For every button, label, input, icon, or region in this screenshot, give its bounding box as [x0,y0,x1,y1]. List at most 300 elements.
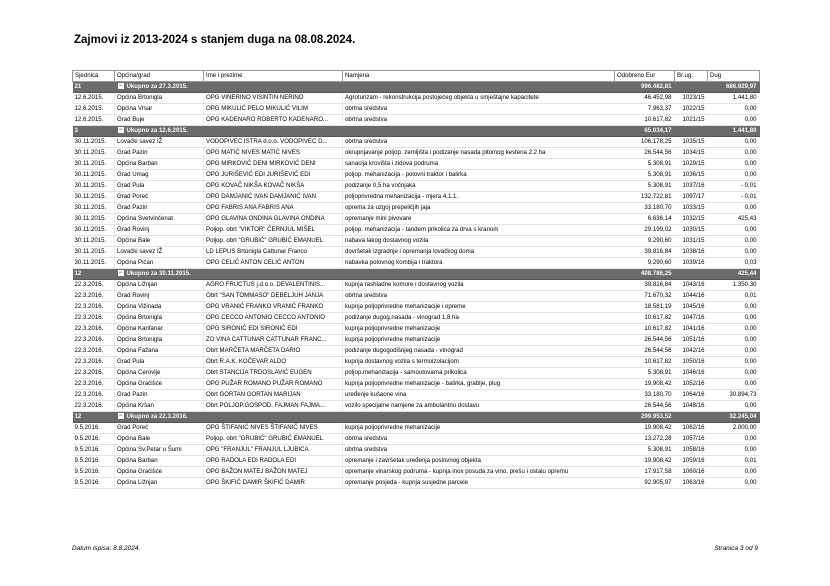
cell-namjena: uređenje kušaone vina [343,390,615,401]
group-empty-cell [675,412,708,423]
cell-ime: Poljop. obrt "GRUBIĆ" GRUBIĆ EMANUEL [204,236,343,247]
cell-date: 9.5.2016. [73,478,115,489]
group-label [115,82,615,93]
cell-opcina: Grad Rovinj [115,291,204,302]
cell-date: 22.3.2016. [73,379,115,390]
cell-dug: 0,00 [708,313,760,324]
cell-opcina: Općina Sv.Petar u Šumi [115,445,204,456]
cell-brug: 1021/15 [675,115,708,126]
cell-ime: Obrt MARČETA MARČETA DARIO [204,346,343,357]
cell-namjena: obrtna sredstva [343,445,615,456]
cell-namjena: obrtna sredstva [343,104,615,115]
group-label [115,269,615,280]
group-label [115,412,615,423]
cell-namjena: obrtna sredstva [343,291,615,302]
cell-dug: 0,03 [708,258,760,269]
cell-dug: 0,00 [708,401,760,412]
cell-dug: 0,00 [708,357,760,368]
table-row [73,335,760,346]
cell-odobreno: 106.178,25 [615,137,675,148]
cell-dug: 0,00 [708,467,760,478]
group-session: 3 [73,126,115,137]
cell-opcina: Općina Gračišće [115,379,204,390]
cell-brug: 1043/16 [675,280,708,291]
cell-opcina: Općina Gračišće [115,467,204,478]
cell-namjena: obrtna sredstva [343,137,615,148]
cell-date: 30.11.2015. [73,192,115,203]
cell-odobreno: 7.963,37 [615,104,675,115]
cell-ime: OPG VINERINO VISINTIN NERINO [204,93,343,104]
cell-ime: OPG KOVAČ NIKŠA KOVAČ NIKŠA [204,181,343,192]
cell-ime: OPG PUŽAR ROMANO PUŽAR ROMANO [204,379,343,390]
cell-date: 30.11.2015. [73,181,115,192]
cell-ime: OPG DAMJANIĆ IVAN DAMJANIĆ IVAN [204,192,343,203]
group-total-debt: 1.441,80 [708,126,760,137]
cell-ime: ZO VINA CATTUNAR CATTUNAR FRANC... [204,335,343,346]
cell-date: 9.5.2016. [73,445,115,456]
cell-opcina: Grad Poreč [115,192,204,203]
cell-dug: 1.441,80 [708,93,760,104]
cell-opcina: Grad Pazin [115,390,204,401]
group-session: 21 [73,82,115,93]
column-header-namjena: Namjena [343,71,615,82]
cell-opcina: Grad Rovinj [115,225,204,236]
cell-odobreno: 18.581,19 [615,302,675,313]
group-total-debt: 425,44 [708,269,760,280]
cell-dug: 2.000,00 [708,423,760,434]
cell-opcina: Općina Vrsar [115,104,204,115]
cell-brug: 1032/15 [675,214,708,225]
cell-dug: 0,00 [708,104,760,115]
cell-opcina: Općina Svetvinčenat [115,214,204,225]
cell-brug: 1037/16 [675,181,708,192]
cell-odobreno: 33.180,70 [615,203,675,214]
cell-opcina: Općina Barban [115,456,204,467]
table-row [73,181,760,192]
cell-ime: Obrt POLJOP.GOSPOD. FAJMAN FAJMA... [204,401,343,412]
cell-dug: 0,01 [708,456,760,467]
table-row [73,137,760,148]
cell-odobreno: 10.617,82 [615,357,675,368]
table-row [73,324,760,335]
cell-date: 9.5.2016. [73,423,115,434]
table-row [73,170,760,181]
cell-brug: 1033/15 [675,203,708,214]
cell-dug: 0,00 [708,137,760,148]
cell-dug: 0,00 [708,445,760,456]
column-header-date: Sjednica [73,71,115,82]
group-label [115,126,615,137]
cell-brug: 1031/15 [675,236,708,247]
cell-ime: Obrt "SAN TOMMASO" DEBELJUH JANJA [204,291,343,302]
table-row [73,258,760,269]
cell-opcina: Općina Cerovlje [115,368,204,379]
cell-ime: Poljop. obrt "VIKTOR" ČERNJUL MIŠEL [204,225,343,236]
cell-opcina: Lovački savez IŽ [115,137,204,148]
cell-opcina: Općina Brtonigla [115,93,204,104]
cell-date: 22.3.2016. [73,291,115,302]
cell-dug: 0,00 [708,203,760,214]
table-row [73,445,760,456]
cell-namjena: kupnja rashladne komore i dostavnog vozila [343,280,615,291]
cell-date: 30.11.2015. [73,159,115,170]
cell-date: 30.11.2015. [73,225,115,236]
cell-odobreno: 6.636,14 [615,214,675,225]
cell-brug: 1042/16 [675,346,708,357]
cell-brug: 1064/16 [675,390,708,401]
cell-ime: OPG "FRANJUL" FRANJUL LJUBICA [204,445,343,456]
cell-odobreno: 9.290,60 [615,258,675,269]
cell-dug: 0,00 [708,335,760,346]
cell-namjena: sanacija krovišta i zidova podruma [343,159,615,170]
minus-box-icon[interactable]: − [118,127,123,134]
cell-namjena: kupnja poljoprivredne mehanizacije - balirka, grablje, plug [343,379,615,390]
cell-brug: 1059/16 [675,456,708,467]
cell-opcina: Općina Vižinada [115,302,204,313]
cell-opcina: Općina Fažana [115,346,204,357]
cell-date: 30.11.2015. [73,148,115,159]
cell-ime: OPG MIKULIĆ PELO MIKULIĆ VILIM [204,104,343,115]
table-row [73,302,760,313]
cell-dug: 30.894,73 [708,390,760,401]
cell-odobreno: 19.908,42 [615,423,675,434]
table-row [73,346,760,357]
cell-opcina: Općina Bale [115,236,204,247]
cell-date: 22.3.2016. [73,313,115,324]
cell-opcina: Grad Umag [115,170,204,181]
cell-brug: 1029/15 [675,159,708,170]
table-row [73,368,760,379]
column-header-odobreno: Odobreno Eur [615,71,675,82]
cell-odobreno: 17.917,58 [615,467,675,478]
cell-odobreno: 5.308,91 [615,159,675,170]
table-row [73,313,760,324]
cell-ime: OPG KADENARO ROBERTO KADENARO... [204,115,343,126]
cell-brug: 1051/16 [675,335,708,346]
cell-ime: AGRO FRUCTUS j.d.o.o. DEVALENTINIS... [204,280,343,291]
cell-namjena: obrtna sredstva [343,434,615,445]
cell-brug: 1023/15 [675,93,708,104]
table-row [73,225,760,236]
group-session: 12 [73,412,115,423]
print-date: Datum ispisa: 8.8.2024. [72,545,141,552]
cell-dug: 0,00 [708,302,760,313]
cell-brug: 1063/16 [675,478,708,489]
cell-ime: OPG CELIĆ ANTON CELIĆ ANTON [204,258,343,269]
cell-opcina: Općina Brtonigla [115,335,204,346]
cell-dug: 0,00 [708,148,760,159]
cell-opcina: Općina Kanfanar [115,324,204,335]
cell-brug: 1058/16 [675,445,708,456]
cell-date: 30.11.2015. [73,214,115,225]
cell-opcina: Grad Poreč [115,423,204,434]
minus-box-icon[interactable]: − [118,413,123,420]
cell-opcina: Grad Pula [115,357,204,368]
cell-brug: 1097/17 [675,192,708,203]
cell-date: 22.3.2016. [73,324,115,335]
group-total-approved: 996.482,81 [615,82,675,93]
table-row [73,148,760,159]
cell-odobreno: 26.544,56 [615,401,675,412]
group-total-approved: 408.786,25 [615,269,675,280]
cell-date: 22.3.2016. [73,357,115,368]
group-empty-cell [675,126,708,137]
cell-ime: OPG GLAVINA ONDINA GLAVINA ONDINA [204,214,343,225]
cell-odobreno: 5.308,91 [615,445,675,456]
cell-namjena: poljop.mehanizacija - samoutovarna prikolica [343,368,615,379]
cell-date: 30.11.2015. [73,247,115,258]
group-label-text: Ukupno za 12.6.2015. [126,127,188,134]
cell-brug: 1048/16 [675,401,708,412]
column-header-ime: Ime i prezime [204,71,343,82]
cell-brug: 1030/15 [675,225,708,236]
cell-date: 22.3.2016. [73,302,115,313]
cell-dug: 0,00 [708,368,760,379]
cell-dug: 1.350,30 [708,280,760,291]
cell-ime: LD LEPUS Brtonigla Cattunar Franco [204,247,343,258]
table-row [73,93,760,104]
cell-namjena: nabavka polovnog kombija i traktora [343,258,615,269]
group-total-approved: 65.034,17 [615,126,675,137]
cell-dug: 0,00 [708,225,760,236]
loans-table-body [73,71,760,489]
cell-brug: 1044/16 [675,291,708,302]
cell-ime: OPG SIRONIĆ EDI SIRONIĆ EDI [204,324,343,335]
cell-brug: 1050/16 [675,357,708,368]
cell-opcina: Grad Buje [115,115,204,126]
cell-date: 12.6.2015. [73,115,115,126]
group-label-text: Ukupno za 27.3.2015. [126,83,188,90]
cell-namjena: oprema za uzgoj prepeličjih jaja [343,203,615,214]
cell-namjena: poljop. mehanizacija - tandem prikolica za drva s kranom [343,225,615,236]
minus-box-icon[interactable]: − [118,270,123,277]
cell-namjena: opremanje posjeda - kupnja susjedne parcele [343,478,615,489]
cell-ime: OPG VRANIĆ FRANKO VRANIĆ FRANKO [204,302,343,313]
table-row [73,390,760,401]
group-label-text: Ukupno za 30.11.2015. [126,270,191,277]
cell-namjena: vozilo specijalne namjene za ambulantnu dostavu [343,401,615,412]
cell-date: 9.5.2016. [73,456,115,467]
cell-odobreno: 26.544,56 [615,148,675,159]
cell-brug: 1046/16 [675,368,708,379]
cell-ime: OPG RADOLA EDI RADOLA EDI [204,456,343,467]
cell-ime: Obrt GORTAN GORTAN MARIJAN [204,390,343,401]
cell-date: 30.11.2015. [73,170,115,181]
table-row [73,214,760,225]
cell-namjena: Agroturizam - rekonstrukcija postojećeg objekta u smještajne kapacitete [343,93,615,104]
cell-ime: OPG MATIĆ NIVES MATIĆ NIVES [204,148,343,159]
column-header-dug: Dug [708,71,760,82]
group-total-debt: 686.929,97 [708,82,760,93]
cell-brug: 1057/16 [675,434,708,445]
cell-date: 22.3.2016. [73,335,115,346]
group-empty-cell [675,269,708,280]
cell-ime: OPG ŠKIFIĆ DAMIR ŠKIFIĆ DAMIR [204,478,343,489]
cell-odobreno: 39.816,84 [615,247,675,258]
cell-date: 22.3.2016. [73,368,115,379]
cell-namjena: podizanje 0,5 ha vočnjaka [343,181,615,192]
cell-dug: 0,00 [708,379,760,390]
table-row [73,247,760,258]
cell-dug: 0,00 [708,115,760,126]
cell-dug: - 0,01 [708,192,760,203]
table-row [73,434,760,445]
table-row [73,379,760,390]
cell-brug: 1041/16 [675,324,708,335]
cell-odobreno: 26.544,56 [615,346,675,357]
cell-odobreno: 19.908,42 [615,456,675,467]
cell-date: 22.3.2016. [73,401,115,412]
group-label-text: Ukupno za 22.3.2016. [126,413,188,420]
table-row [73,423,760,434]
cell-namjena: nabava lakog dostavnog vozila [343,236,615,247]
cell-dug: 0,00 [708,478,760,489]
cell-brug: 1047/16 [675,313,708,324]
group-total-row[interactable] [73,82,760,93]
cell-opcina: Općina Ližnjan [115,280,204,291]
table-row [73,280,760,291]
cell-date: 30.11.2015. [73,137,115,148]
cell-dug: 425,43 [708,214,760,225]
table-row [73,291,760,302]
cell-brug: 1062/16 [675,423,708,434]
cell-odobreno: 5.308,91 [615,170,675,181]
cell-dug: 0,00 [708,434,760,445]
cell-namjena: podizanje dugog.nasada - vinograd 1,8 ha [343,313,615,324]
cell-brug: 1036/15 [675,170,708,181]
cell-date: 22.3.2016. [73,280,115,291]
cell-dug: 0,01 [708,291,760,302]
table-row [73,236,760,247]
cell-namjena: kupnja poljoprivredne mehanizacije i opreme [343,302,615,313]
cell-ime: OPG JURIŠEVIĆ EDI JURIŠEVIĆ EDI [204,170,343,181]
cell-dug: 0,00 [708,236,760,247]
cell-namjena: dovršetak izgradnje i opremanja lovačkog doma [343,247,615,258]
cell-namjena: opremanje mini pivovare [343,214,615,225]
table-row [73,104,760,115]
cell-dug: 0,00 [708,170,760,181]
cell-odobreno: 10.617,82 [615,313,675,324]
cell-opcina: Općina Barban [115,159,204,170]
cell-ime: OPG BAŽON MATEJ BAŽON MATEJ [204,467,343,478]
cell-odobreno: 29.199,02 [615,225,675,236]
cell-date: 30.11.2015. [73,258,115,269]
cell-odobreno: 19.908,42 [615,379,675,390]
column-header-opcina: Općina/grad [115,71,204,82]
cell-ime: Obrt R.A.K. KOČEVAR ALDO [204,357,343,368]
cell-namjena: poljop. mehanizacija - polovni traktor i balirka [343,170,615,181]
cell-odobreno: 26.544,56 [615,335,675,346]
cell-odobreno: 71.670,32 [615,291,675,302]
cell-namjena: obrtna sredstva [343,115,615,126]
cell-opcina: Grad Pazin [115,203,204,214]
cell-odobreno: 46.452,98 [615,93,675,104]
table-row [73,401,760,412]
cell-namjena: opremanje vinarskog podruma - kupnja inox posuda za vino, prešu i ostalu opremu [343,467,615,478]
cell-brug: 1034/15 [675,148,708,159]
cell-opcina: Općina Kršan [115,401,204,412]
table-row [73,456,760,467]
group-session: 12 [73,269,115,280]
cell-dug: 0,00 [708,159,760,170]
cell-opcina: Lovački savez IŽ [115,247,204,258]
cell-odobreno: 33.180,70 [615,390,675,401]
table-row [73,357,760,368]
page-number: Stranica 3 od 9 [714,545,758,552]
group-total-row[interactable] [73,126,760,137]
cell-ime: OPG CECCO ANTONIO CECCO ANTONIO [204,313,343,324]
cell-odobreno: 92.905,97 [615,478,675,489]
cell-date: 30.11.2015. [73,236,115,247]
cell-opcina: Općina Bale [115,434,204,445]
minus-box-icon[interactable]: − [118,83,123,90]
cell-opcina: Općina Brtonigla [115,313,204,324]
cell-namjena: kupnja poljoprivredne mehanizacije [343,423,615,434]
cell-ime: OPG ŠTIFANIĆ NIVES ŠTIFANIĆ NIVES [204,423,343,434]
cell-opcina: Općina Pićan [115,258,204,269]
column-header-brug: Br.ug. [675,71,708,82]
cell-brug: 1045/16 [675,302,708,313]
cell-odobreno: 39.816,84 [615,280,675,291]
cell-odobreno: 132.722,81 [615,192,675,203]
cell-odobreno: 9.290,60 [615,236,675,247]
cell-namjena: kupnja poljoprivredne mehanizacije [343,324,615,335]
cell-opcina: Općina Ližnjan [115,478,204,489]
table-row [73,467,760,478]
cell-brug: 1039/16 [675,258,708,269]
cell-opcina: Grad Pazin [115,148,204,159]
page-title: Zajmovi iz 2013-2024 s stanjem duga na 08.08.2024. [74,34,356,46]
group-empty-cell [675,82,708,93]
group-total-row[interactable] [73,269,760,280]
table-row [73,192,760,203]
cell-opcina: Grad Pula [115,181,204,192]
cell-dug: - 0,01 [708,181,760,192]
table-row [73,203,760,214]
table-row [73,115,760,126]
cell-dug: 0,00 [708,324,760,335]
group-total-debt: 32.245,04 [708,412,760,423]
cell-odobreno: 5.308,91 [615,368,675,379]
cell-namjena: poljoprivredna mehanizacija - mjera 4.1.1. [343,192,615,203]
cell-dug: 0,00 [708,346,760,357]
group-total-row[interactable] [73,412,760,423]
cell-ime: OPG FABRIS ANA FABRIS ANA [204,203,343,214]
cell-date: 9.5.2016. [73,434,115,445]
cell-odobreno: 10.617,82 [615,115,675,126]
cell-ime: Poljop. obrt "GRUBIĆ" GRUBIĆ EMANUEL [204,434,343,445]
table-row [73,159,760,170]
cell-date: 22.3.2016. [73,390,115,401]
cell-date: 12.6.2015. [73,93,115,104]
cell-odobreno: 5.308,91 [615,181,675,192]
cell-namjena: opremanje i završetak uređenja poslovnog objekta [343,456,615,467]
cell-date: 12.6.2015. [73,104,115,115]
cell-brug: 1060/16 [675,467,708,478]
cell-ime: VODOPIVEC ISTRA d.o.o. VODOPIVEC D... [204,137,343,148]
table-header-row [73,71,760,82]
cell-brug: 1035/15 [675,137,708,148]
cell-brug: 1022/15 [675,104,708,115]
cell-dug: 0,00 [708,247,760,258]
cell-date: 22.3.2016. [73,346,115,357]
cell-namjena: kupnja dostavnog vozila s termoizolacijom [343,357,615,368]
cell-namjena: okrupnjavanje poljop. zemljišta i podizanje nasada pitomog kestena 2.2 ha [343,148,615,159]
cell-date: 9.5.2016. [73,467,115,478]
cell-namjena: podizanje dugogodišnjeg nasada - vinograd [343,346,615,357]
cell-brug: 1038/16 [675,247,708,258]
cell-odobreno: 10.617,82 [615,324,675,335]
